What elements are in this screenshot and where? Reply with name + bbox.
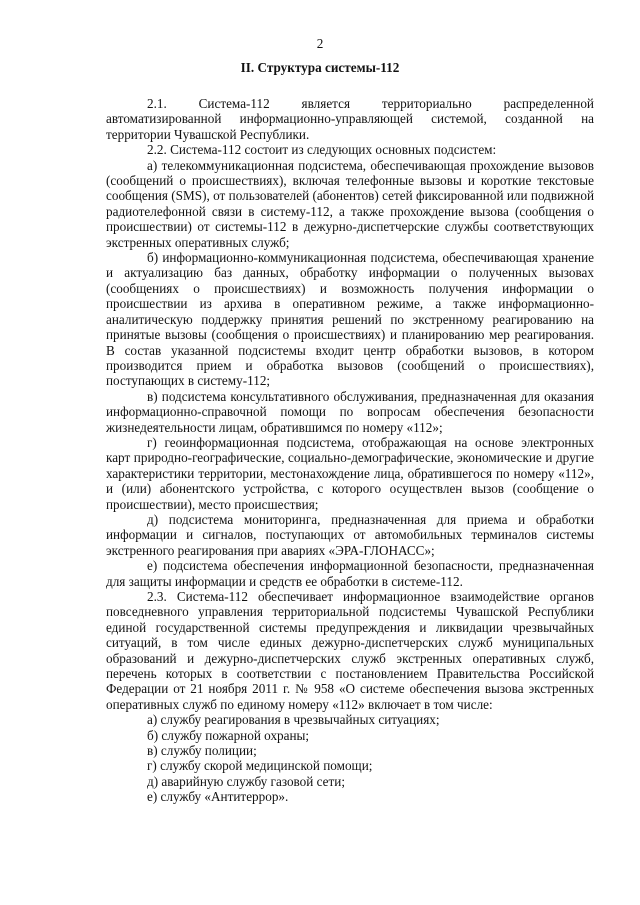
list-item-d-monitoring: д) подсистема мониторинга, предназначенная для приема и обработки информации и сигналов, поступающих от автомобильных терминалов системы экстренного реагирования при авариях «ЭРА-ГЛОНАСС»; bbox=[106, 511, 594, 558]
service-item-b: б) службу пожарной охраны; bbox=[147, 727, 310, 743]
service-item-v: в) службу полиции; bbox=[147, 743, 257, 759]
service-item-g: г) службу скорой медицинской помощи; bbox=[147, 758, 373, 774]
document-body bbox=[106, 96, 594, 805]
paragraph-2-1: 2.1. Система-112 является территориально распределенной автоматизированной информационно-управляющей системой, созданной на территории Чувашской Республики. bbox=[106, 96, 594, 142]
paragraph-2-3: 2.3. Система-112 обеспечивает информационное взаимодействие органов повседневного управления территориальной подсистемы Чувашской Республики единой государственной системы предупреждения и ликвидации чрезвычайных ситуаций, в том числе единых дежурно-диспетчерских служб муниципальных образований и дежурно-диспетчерских служб экстренных оперативных служб, перечень которых в соответствии с постановлением Правительства Российской Федерации от 21 ноября 2011 г. № 958 «О системе обеспечения вызова экстренных оперативных служб по единому номеру «112» включает в том числе: bbox=[106, 589, 594, 712]
paragraph-2-2: 2.2. Система-112 состоит из следующих основных подсистем: bbox=[147, 142, 497, 158]
page-number: 2 bbox=[316, 36, 324, 51]
list-item-e-security: е) подсистема обеспечения информационной безопасности, предназначенная для защиты информации и средств ее обработки в системе-112. bbox=[106, 558, 594, 589]
list-item-a-telecom: а) телекоммуникационная подсистема, обеспечивающая прохождение вызовов (сообщений о происшествиях), включая телефонные вызовы и короткие текстовые сообщения (SMS), от пользователей (абонентов) сетей фиксированной или подвижной радиотелефонной связи в систему-112, а также прохождение вызова (сообщения о происшествии) от системы-112 в дежурно-диспетчерские службы соответствующих экстренных оперативных служб; bbox=[106, 157, 594, 250]
list-item-v-consulting: в) подсистема консультативного обслуживания, предназначенная для оказания информационно-справочной помощи по вопросам обеспечения безопасности жизнедеятельности лицам, обратившимся по номеру «112»; bbox=[106, 388, 594, 435]
service-item-e: е) службу «Антитеррор». bbox=[147, 789, 289, 805]
service-item-d: д) аварийную службу газовой сети; bbox=[147, 773, 345, 789]
section-title: II. Структура системы-112 bbox=[240, 60, 400, 75]
list-item-g-geoinfo: г) геоинформационная подсистема, отображающая на основе электронных карт природно-географические, социально-демографические, экономические и другие характеристики территории, местонахождение лица, обратившегося по номеру «112», и (или) абонентского устройства, с которого осуществлен вызов (сообщение о происшествии), место происшествия; bbox=[106, 434, 594, 512]
list-item-b-infocomm: б) информационно-коммуникационная подсистема, обеспечивающая хранение и актуализацию баз данных, обработку информации о полученных вызовах (сообщениях о происшествиях) и возможность получения информации о происшествии из архива в оперативном режиме, а также информационно-аналитическую поддержку принятия решений по экстренному реагированию на принятые вызовы (сообщения о происшествиях) и планированию мер реагирования. В состав указанной подсистемы входит центр обработки вызовов, в котором производится прием и обработка вызовов (сообщений о происшествиях), поступающих в систему-112; bbox=[106, 250, 594, 389]
service-item-a: а) службу реагирования в чрезвычайных ситуациях; bbox=[147, 712, 440, 728]
